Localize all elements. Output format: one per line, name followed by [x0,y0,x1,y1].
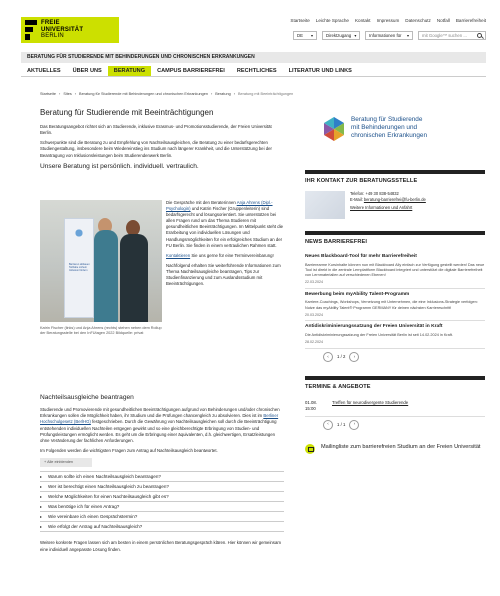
site-title-band [21,52,486,63]
faq-item[interactable] [40,472,284,482]
closing-text: Weitere konkrete Fragen lassen sich am besten in einem persönlichen Beratungsgespräch klären. Hier können wir gemeinsam eine individuell angepasste Lösung finden. [40,540,281,552]
expand-all-label: Alle einblenden [47,460,74,465]
link-kontaktieren[interactable]: Kontaktieren [166,252,191,258]
nachteil-section [40,391,284,557]
chevron-right-icon: › [233,92,235,96]
chevron-right-icon: ▸ [40,524,43,530]
link-datenschutz[interactable]: Datenschutz [405,18,431,23]
expand-all-button[interactable] [40,458,92,467]
personal-heading: Unsere Beratung ist persönlich. individuell. vertraulich. [40,162,199,170]
contact-phone: Telefon: +49 30 838-54832 [350,190,399,196]
chevron-right-icon: ▸ [40,484,43,490]
focus-text: Schwerpunkte sind die Beratung zu und Empfehlung von Nachteilsausgleichen, die Beratung zu einer bedarfsgerechten Studiengestaltung, insbesondere beim Wiedereinstieg ins Studium nach längerer Krankheit, und die Unterstützung bei der Beantragung von Inklusionsleistungen beim Studierendenwerk Berlin. [40,140,272,158]
link-anja-ahrens[interactable]: Anja Ahrens (Dipl.-Psychologin) [166,200,273,212]
chevron-right-icon[interactable]: › [349,352,359,362]
breadcrumb-site[interactable]: Beratung für Studierende mit Behinderungen und chronischen Erkrankungen [79,92,208,96]
nav-ueber-uns[interactable]: ÜBER UNS [72,68,102,74]
contact-paragraph [166,253,284,259]
search-placeholder: mit Google™ suchen ... [422,32,467,38]
news-box-title: NEWS BARRIEREFREI [305,238,367,245]
link-berlhg[interactable]: Berliner Hochschulgesetz (BerlHG) [40,413,279,425]
news-body: Die Antidiskriminierungssatzung der Freien Universität Berlin ist seit 14.02.2024 in Kraft. [305,333,453,338]
event-link[interactable]: Treffen für neurodivergente Studierende [332,399,409,405]
news-item[interactable] [305,289,485,322]
chevron-down-icon: ▾ [310,32,313,38]
news-title[interactable]: Bewerbung beim myAbility Talent-Programm [305,291,410,297]
nachteil-questions-intro: Im Folgenden werden die wichtigsten Fragen zum Antrag auf Nachteilsausgleich beantwortet. [40,448,218,454]
further-info-paragraph: Nachfolgend erhalten Sie weiterführende Informationen zum Thema Nachteilsausgleiche beantragen, Tips zur Studienfinanzierung und zum Auslandsstudium mit Beeinträchtigungen. [166,262,281,287]
chevron-right-icon: › [59,92,61,96]
nav-literatur-und-links[interactable]: LITERATUR UND LINKS [288,68,352,74]
site-title[interactable]: BERATUNG FÜR STUDIERENDE MIT BEHINDERUNGEN UND CHRONISCHEN ERKRANKUNGEN [27,54,255,61]
events-pager [305,420,485,430]
logo-text-line: Beratung für Studierende [351,116,423,123]
fu-berlin-logo[interactable] [21,17,119,43]
event-date: 01.08. [305,399,317,405]
link-impressum[interactable]: Impressum [376,18,400,23]
news-box [305,231,485,362]
direct-access-value: Direktzugang [326,32,352,38]
news-title[interactable]: Antidiskriminierungssatzung der Freien Universität in Kraft [305,324,443,330]
mailinglist-text[interactable]: Mailingliste zum barrierefreien Studium an der Freien Universität [321,443,481,450]
direct-access-select[interactable] [322,31,360,40]
news-item[interactable] [305,321,485,349]
advisors-photo [40,200,162,322]
chevron-right-icon: ▸ [40,474,43,480]
faq-accordion [40,471,284,532]
news-body: Karriere-Coachings, Workshops, Vernetzung mit Unternehmen, die eine Inklusions-Strategie verfolgen: Nutze das myAbility Talent® Programm GERMANY für deinen nächsten Karriereschritt! [305,300,478,310]
mailinglist-teaser[interactable] [305,444,485,454]
nachteil-heading: Nachteilsausgleiche beantragen [40,394,134,401]
advisors-text-a: Die Gespräche mit den Beraterinnen [166,200,237,205]
logo-mark-icon [25,20,37,40]
nachteil-text-b: festgeschrieben. Durch die Gewährung von Nachteilsausgleichen soll durch die Beeinträchtigung entstehenden individuellen Nachteilen entgegen gewirkt und so eine gleichberechtigte Erbringung von Studien- und Prüfungsleistungen ermöglicht werden. Es geht um die Erbringung einer äquivalenten, d.h. gleichwertigen, Ersatzleistungen ohne Veränderung der fachlichen Anforderungen. [40,419,277,443]
rollup-banner [64,218,94,318]
chevron-right-icon: › [74,92,77,96]
faq-question: Welche Möglichkeiten für einen Nachteilsausgleich gibt es? [48,493,169,499]
chevron-right-icon: ▸ [40,504,43,510]
faq-question: Wie erfolgt der Antrag auf Nachteilsausgleich? [48,523,143,529]
mail-icon [305,444,315,454]
plus-icon: + [44,460,48,465]
contact-more-link[interactable]: Weitere Informationen und Anfahrt [350,204,413,210]
person-right [120,234,148,322]
chevron-down-icon: ▾ [406,32,409,38]
breadcrumb-sites[interactable]: Sites [63,92,72,96]
news-date: 28.02.2024 [305,340,323,345]
link-barrierefreiheit[interactable]: Barrierefreiheit [455,18,486,23]
language-select[interactable] [293,31,317,40]
news-item[interactable] [305,251,485,289]
news-title[interactable]: Neues Blackboard-Tool für mehr Barrierefreiheit [305,254,417,260]
header-toolbar [293,31,486,40]
rollup-text: Barrieren abbauen Teilhabe sichern Inklusion fördern [69,263,90,273]
counselling-logo-icon [321,116,347,142]
breadcrumb-startseite[interactable]: Startseite [40,92,57,96]
chevron-right-icon[interactable]: › [349,420,359,430]
link-startseite[interactable]: Startseite [290,18,310,23]
faq-question: Wie vereinbare ich einen Gesprächstermin? [48,513,138,519]
faq-question: Was benötige ich für einen Antrag? [48,503,120,509]
search-icon[interactable] [477,33,482,38]
page-title: Beratung für Studierende mit Beeinträchtigungen [40,108,214,117]
rollup-logo-icon [69,227,89,239]
top-links [290,18,486,24]
events-box-title: TERMINE & ANGEBOTE [305,384,371,391]
logo-line-3: BERLIN [41,33,64,39]
link-notfall[interactable]: Notfall [436,18,450,23]
nachteil-text-a: Studierende und Promovierende mit gesundheitlichen Beeinträchtigungen aufgrund von Behinderungen und/oder chronischen Erkrankungen sollen die Möglichkeit haben, ihr Studium und die Prüfungen chancengleich zu absolvieren. Dies ist im [40,406,280,419]
event-item[interactable] [305,397,485,417]
breadcrumb-current: Beratung mit Beeinträchtigungen [237,92,294,96]
chevron-right-icon: ▸ [40,494,43,500]
event-time: 15:00 [305,405,316,411]
events-box [305,376,485,430]
chevron-down-icon: ▾ [354,32,357,38]
nav-aktuelles[interactable]: AKTUELLES [27,68,61,74]
counselling-logo [305,108,485,160]
advisors-paragraph [166,200,284,249]
faq-question: Wer ist berechtigt einen Nachteilsausgleich zu beantragen? [48,483,169,489]
contact-text: Sie uns gerne für eine Terminvereinbarung! [190,252,274,258]
faq-item[interactable] [40,482,284,492]
news-page-indicator: 1 / 2 [337,354,346,360]
faq-question: Warum sollte ich einen Nachteilsausgleich beantragen? [48,473,161,479]
search-input[interactable] [418,31,486,40]
events-page-indicator: 1 / 1 [337,421,346,427]
nav-rechtliches[interactable]: RECHTLICHES [236,68,277,74]
photo-caption: Katrin Fischer (links) und Anja Ahrens (rechts) stehen neben dem Rollup der Beratungsstelle bei den InFUtagen 2022 Bildquelle: privat [40,326,162,335]
link-leichte-sprache[interactable]: Leichte Sprache [315,18,349,23]
chevron-right-icon: › [211,92,213,96]
news-date: 20.03.2024 [305,312,323,317]
contact-image [305,191,345,219]
contact-email-row [350,197,426,203]
person-left [94,230,118,322]
news-body: Barrierearme Kursinhalte können nun mit Blackboard Ally einfach zur Verfügung gestellt werden! Das neue Tool ist direkt in die zentrale Lernplattform Blackboard integriert und unterstützt die digitale Barrierefreiheit von Lernmaterialien auf verschiedenen Ebenen! [305,262,485,277]
chevron-left-icon[interactable]: ‹ [323,420,333,430]
advisors-text-b: und Katrin Fischer (Gruppenleiterin) sind bedarfsgerecht und lösungsorientiert. Sie unterstützen bei allen Fragen rund um das Thema Studieren mit gesundheitlichen Beeinträchtigungen. Im Mittelpunkt steht die Erarbeitung von individuellen Lösungen und Handlungsmöglichkeiten für ein erfolgreiches Studium an der FU Berlin. Sie finden in einem vertraulichen Rahmen statt. [166,206,284,248]
contact-box [305,170,485,219]
language-select-value: DE [297,32,303,38]
chevron-right-icon: ▸ [40,514,43,520]
logo-line-2: UNIVERSITÄT [41,26,84,33]
contact-email-label: E-Mail: [350,196,364,202]
faq-item[interactable] [40,512,284,522]
link-kontakt[interactable]: Kontakt [354,18,371,23]
news-pager [305,352,485,362]
contact-email-link[interactable]: beratung-barrierefrei@fu-berlin.de [363,196,426,202]
breadcrumb-beratung[interactable]: Beratung [215,92,231,96]
main-content [40,108,284,552]
advisors-text [166,200,284,291]
chevron-left-icon[interactable]: ‹ [323,352,333,362]
breadcrumb [40,92,293,97]
logo-text-line: chronischen Erkrankungen [351,132,428,139]
info-for-select[interactable] [365,31,413,40]
faq-item[interactable] [40,522,284,532]
faq-item[interactable] [40,492,284,502]
nav-campus-barrierefrei[interactable]: CAMPUS BARRIEREFREI [157,68,225,74]
nav-beratung[interactable]: BERATUNG [108,66,151,76]
intro-text: Das Beratungsangebot richtet sich an Studierende, inklusive Erasmus- und Promotionsstudierende, der Freien Universität Berlin. [40,123,272,135]
logo-text-line: mit Behinderungen und [351,124,418,131]
nachteil-paragraph [40,407,284,444]
faq-item[interactable] [40,502,284,512]
info-for-value: Informationen für [369,32,402,38]
news-date: 22.03.2024 [305,279,323,284]
main-nav [21,66,486,77]
sidebar [305,108,485,454]
contact-box-title: IHR KONTAKT ZUR BERATUNGSSTELLE [305,178,418,184]
logo-line-1: FREIE [41,20,60,26]
